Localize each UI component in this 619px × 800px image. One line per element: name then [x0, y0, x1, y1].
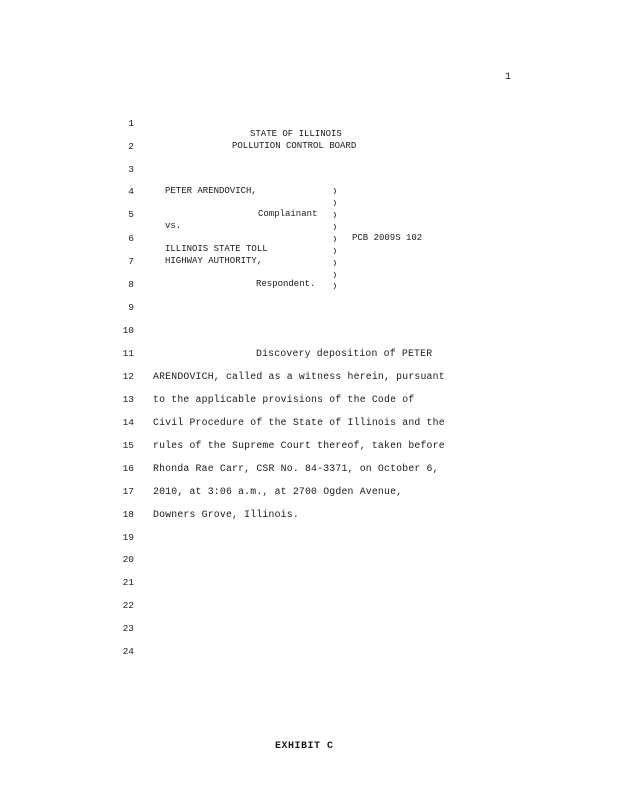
body-line: to the applicable provisions of the Code of — [153, 394, 415, 405]
body-line: Downers Grove, Illinois. — [153, 509, 299, 520]
line-number: 7 — [128, 256, 134, 267]
line-number: 4 — [128, 186, 134, 197]
body-line: Discovery deposition of PETER — [256, 348, 433, 359]
paren-mark — [334, 200, 336, 206]
line-number: 8 — [128, 279, 134, 290]
line-number: 5 — [128, 209, 134, 220]
caption-bracket — [330, 185, 342, 291]
page-number: 1 — [505, 72, 512, 83]
line-number: 6 — [128, 233, 134, 244]
paren-mark — [334, 212, 336, 218]
paren-mark — [334, 283, 336, 289]
line-number: 12 — [122, 371, 134, 382]
line-number: 18 — [122, 509, 134, 520]
line-number: 11 — [122, 348, 134, 359]
respondent-role: Respondent. — [256, 279, 316, 289]
line-number: 19 — [122, 532, 134, 543]
paren-mark — [334, 224, 336, 230]
case-number: PCB 2009S 102 — [352, 233, 423, 243]
respondent-name-line1: ILLINOIS STATE TOLL — [165, 244, 268, 254]
paren-mark — [334, 236, 336, 242]
respondent-name-line2: HIGHWAY AUTHORITY, — [165, 256, 263, 266]
court-name-line1: STATE OF ILLINOIS — [250, 129, 342, 139]
complainant-name: PETER ARENDOVICH, — [165, 186, 257, 196]
paren-mark — [334, 248, 336, 254]
paren-mark — [334, 188, 336, 194]
line-number: 14 — [122, 417, 134, 428]
exhibit-label: EXHIBIT C — [275, 741, 334, 752]
paren-mark — [334, 260, 336, 266]
line-number: 15 — [122, 440, 134, 451]
line-number: 3 — [128, 164, 134, 175]
line-number: 1 — [128, 118, 134, 129]
body-line: rules of the Supreme Court thereof, taken before — [153, 440, 445, 451]
body-line: Rhonda Rae Carr, CSR No. 84-3371, on October 6, — [153, 463, 439, 474]
body-line: Civil Procedure of the State of Illinois and the — [153, 417, 445, 428]
court-name-line2: POLLUTION CONTROL BOARD — [232, 141, 357, 151]
line-number: 20 — [122, 554, 134, 565]
paren-mark — [334, 272, 336, 278]
body-line: ARENDOVICH, called as a witness herein, pursuant — [153, 371, 445, 382]
line-number: 2 — [128, 141, 134, 152]
line-number: 16 — [122, 463, 134, 474]
line-number: 23 — [122, 623, 134, 634]
line-number: 17 — [122, 486, 134, 497]
line-number: 13 — [122, 394, 134, 405]
line-number: 22 — [122, 600, 134, 611]
body-line: 2010, at 3:06 a.m., at 2700 Ogden Avenue, — [153, 486, 403, 497]
line-number: 24 — [122, 646, 134, 657]
versus: vs. — [165, 221, 182, 231]
complainant-role: Complainant — [258, 209, 318, 219]
line-number: 9 — [128, 302, 134, 313]
line-number: 21 — [122, 577, 134, 588]
line-number: 10 — [122, 325, 134, 336]
